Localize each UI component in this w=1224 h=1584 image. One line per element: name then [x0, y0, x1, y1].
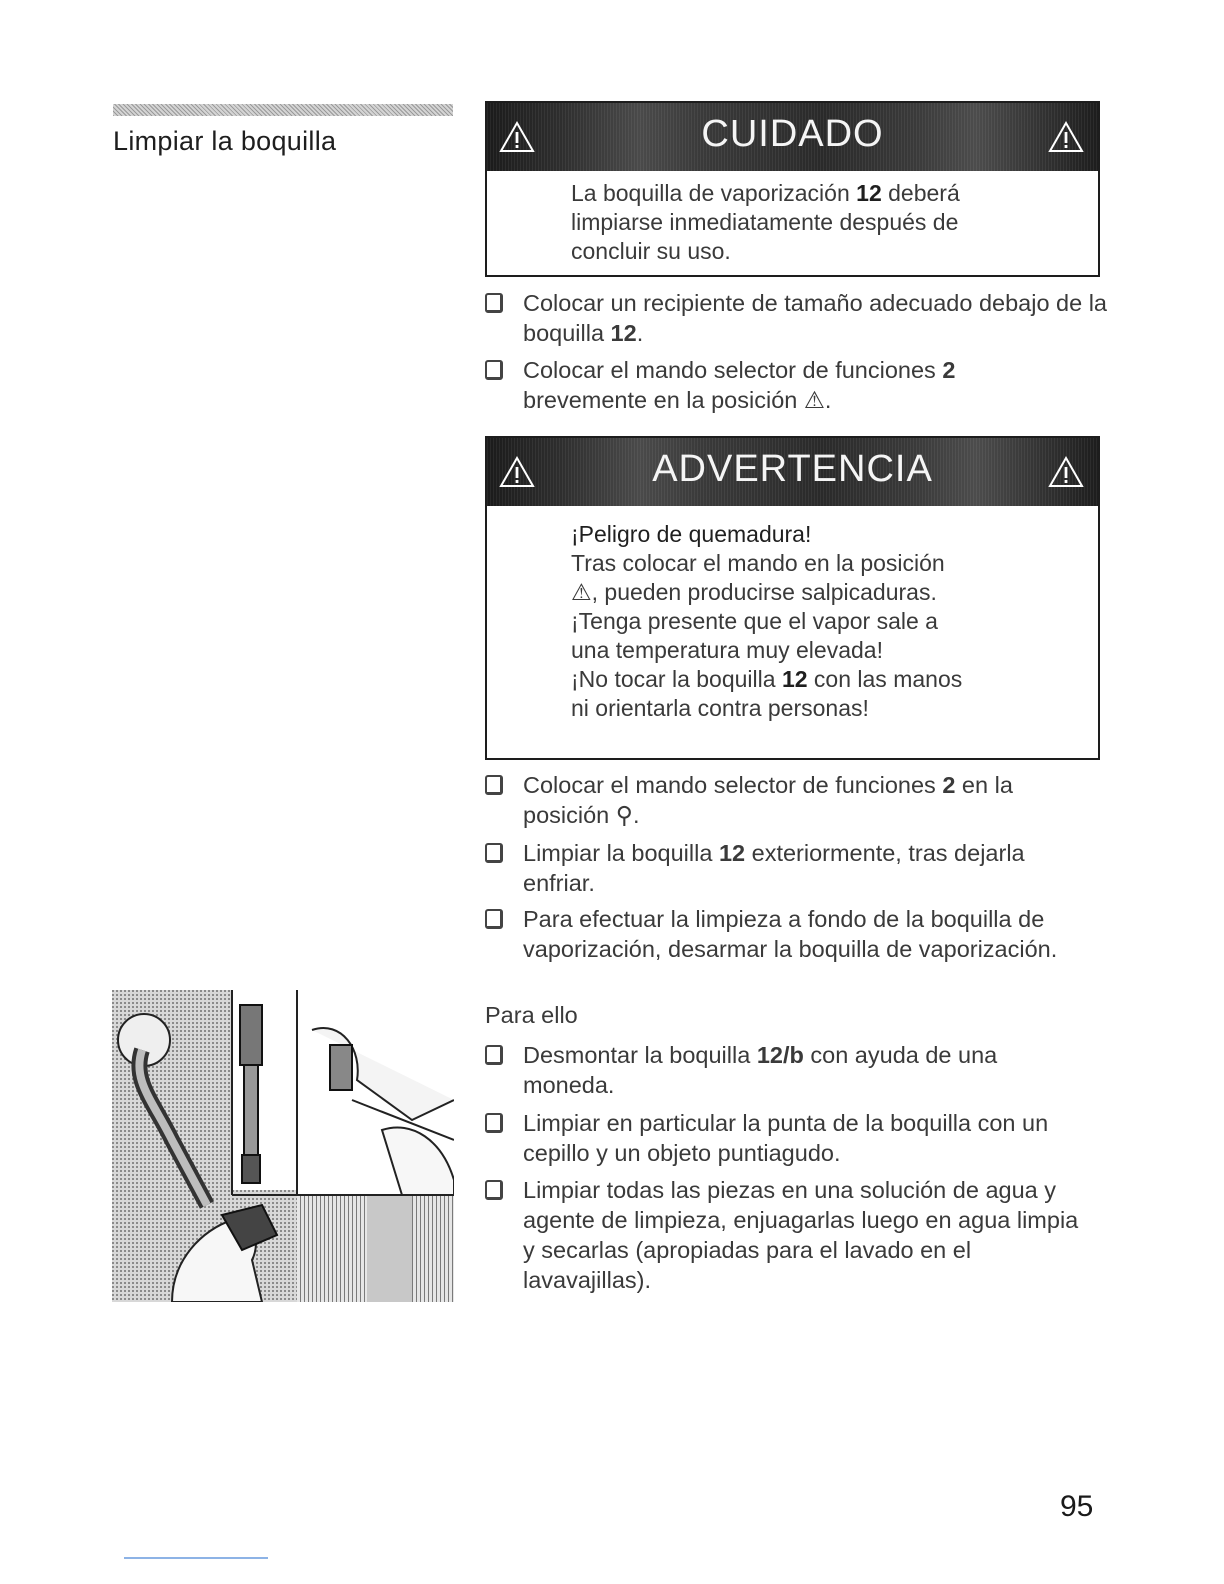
ref-number: 12 — [718, 840, 746, 866]
caution-banner — [487, 103, 1098, 171]
page-number: 95 — [1060, 1490, 1094, 1523]
checkbox-bullet-icon — [485, 909, 503, 929]
list-item: Limpiar la boquilla 12 exteriormente, tras dejarla enfriar. — [485, 838, 1105, 900]
checkbox-bullet-icon — [485, 293, 503, 313]
warning-title: ADVERTENCIA — [652, 448, 933, 490]
warning-heading: ¡Peligro de quemadura! — [571, 521, 812, 547]
warning-triangle-icon — [1048, 456, 1084, 488]
warning-text — [487, 506, 971, 723]
ref-number: 12 — [781, 666, 808, 692]
warning-line: ¡Tenga presente que el vapor sale a una temperatura muy elevada! — [571, 608, 938, 663]
list-item: Colocar un recipiente de tamaño adecuado debajo de la boquilla 12. — [485, 288, 1105, 350]
list-item: Desmontar la boquilla 12/b con ayuda de una moneda. — [485, 1040, 1105, 1102]
checkbox-bullet-icon — [485, 360, 503, 380]
warning-line: ¡No tocar la boquilla 12 con las manos ni orientarla contra personas! — [571, 666, 963, 721]
checkbox-bullet-icon — [485, 1180, 503, 1200]
footer-rule — [124, 1557, 268, 1559]
caution-box — [485, 101, 1100, 277]
section-title-bar — [113, 104, 453, 116]
list-item: Limpiar en particular la punta de la boquilla con un cepillo y un objeto puntiagudo. — [485, 1108, 1105, 1170]
list-item: Colocar el mando selector de funciones 2 brevemente en la posición ⚠. — [485, 355, 1105, 417]
warning-line: Tras colocar el mando en la posición ⚠, pueden producirse salpicaduras. — [571, 550, 945, 605]
list-item: Para efectuar la limpieza a fondo de la boquilla de vaporización, desarmar la boquilla de vaporización. — [485, 904, 1105, 996]
warning-box — [485, 436, 1100, 760]
ref-number: 12/b — [756, 1042, 804, 1068]
nozzle-cleaning-illustration — [112, 990, 454, 1302]
caution-text: La boquilla de vaporización 12 deberá limpiarse inmediatamente después de concluir su uso. — [571, 180, 960, 264]
ref-number: 12 — [610, 320, 637, 346]
checkbox-bullet-icon — [485, 1113, 503, 1133]
caution-title: CUIDADO — [701, 113, 884, 155]
checkbox-bullet-icon — [485, 843, 503, 863]
section-title: Limpiar la boquilla — [113, 126, 337, 156]
para-ello-label: Para ello — [485, 1002, 578, 1028]
ref-number: 2 — [942, 357, 956, 383]
list-item: Colocar el mando selector de funciones 2 en la posición ⚲. — [485, 770, 1105, 832]
list-item: Limpiar todas las piezas en una solución de agua y agente de limpieza, enjuagarlas luego en agua limpia y secarlas (apropiadas para el lavado en el lavavajillas). — [485, 1175, 1105, 1300]
ref-number: 12 — [856, 180, 882, 206]
checkbox-bullet-icon — [485, 775, 503, 795]
warning-banner — [487, 438, 1098, 506]
ref-number: 2 — [942, 772, 956, 798]
warning-triangle-icon — [1048, 121, 1084, 153]
checkbox-bullet-icon — [485, 1045, 503, 1065]
